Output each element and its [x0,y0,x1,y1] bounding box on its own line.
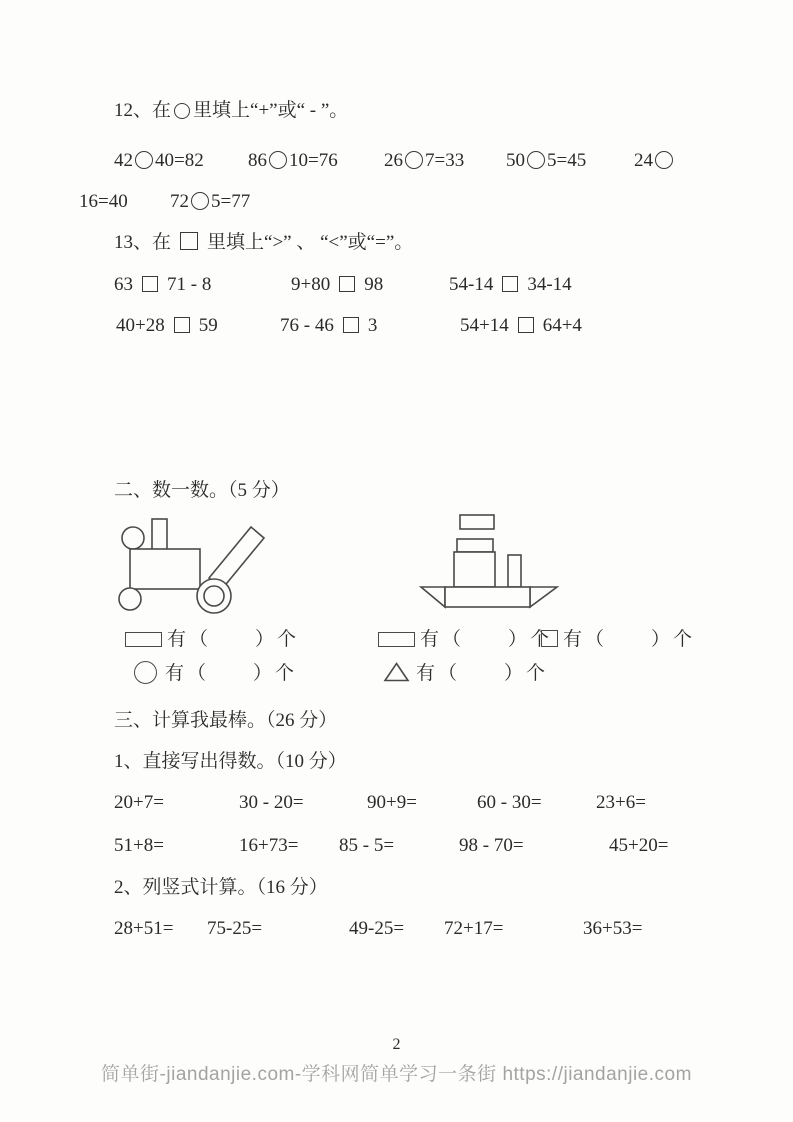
footer-watermark: 简单街-jiandanjie.com-学科网简单学习一条街 https://jiandanjie.com [101,1064,692,1085]
section3-sub2-title: 2、列竖式计算。（16 分） [114,877,328,898]
q13-title-pre: 13、在 [114,232,172,253]
hull-rectangle-shape [445,587,530,607]
right-hull-triangle-shape [530,587,557,607]
square-blank-icon [502,276,518,292]
circle-blank-icon [174,103,190,119]
rectangle-icon [378,632,415,647]
operand: 5=45 [547,150,587,171]
circle-blank-icon [527,151,545,169]
tractor-shapes-figure [100,506,280,618]
operand: 59 [198,315,218,336]
operand: 40=82 [155,150,204,171]
operand: 10=76 [289,150,338,171]
small-wheel-circle-shape [119,588,141,610]
count-rectangle-right [378,628,552,652]
q12-title-pre: 12、在 [114,100,172,121]
q13-comparison [460,314,582,338]
calc-item: 72+17= [444,918,504,939]
operand: 50 [506,150,525,171]
operand: 3 [367,315,378,336]
operand: 72 [170,191,189,212]
operand: 26 [384,150,403,171]
operand: 76 - 46 [280,315,334,336]
count-text: 有（ ）个 [165,663,298,684]
square-blank-icon [174,317,190,333]
boat-shapes-figure [418,507,560,610]
circle-blank-icon [405,151,423,169]
operand: 98 [364,274,384,295]
count-text: 有（ ）个 [416,663,549,684]
circle-shape [122,527,144,549]
calc-item: 90+9= [367,792,417,813]
calc-item: 75-25= [207,918,263,939]
circle-icon [134,661,157,684]
operand: 54+14 [460,315,509,336]
count-text: 有（ ）个 [563,629,696,650]
operand: 42 [114,150,133,171]
circle-blank-icon [191,192,209,210]
section3-title: 三、计算我最棒。（26 分） [114,710,338,731]
left-hull-triangle-shape [421,587,445,607]
circle-blank-icon [655,151,673,169]
section3-sub1-title: 1、直接写出得数。（10 分） [114,751,347,772]
count-rectangle-left [125,628,299,652]
q13-comparison [116,314,218,338]
q13-title-post: 里填上“>” 、 “<”或“=”。 [207,232,414,253]
top-rectangle-shape [460,515,494,529]
q12-title [114,99,348,123]
count-text: 有（ ）个 [420,629,553,650]
q12-equation-wrap [79,190,128,214]
circle-blank-icon [269,151,287,169]
body-rectangle-shape [130,549,200,589]
square-blank-icon [339,276,355,292]
chimney-rectangle-shape [508,555,521,587]
operand: 64+4 [542,315,582,336]
q13-comparison [449,273,572,297]
q12-equation [634,149,675,173]
q13-comparison [280,314,377,338]
q12-equation [248,149,338,173]
q12-title-post: 里填上“+”或“ - ”。 [193,100,349,121]
calc-item: 28+51= [114,918,174,939]
operand: 9+80 [291,274,331,295]
upper-cabin-rectangle-shape [457,539,493,552]
circle-blank-icon [135,151,153,169]
calc-item: 51+8= [114,835,164,856]
count-triangle [383,661,548,686]
q12-equation [170,190,250,214]
count-circle [134,661,297,686]
q12-equation [114,149,204,173]
calc-item: 85 - 5= [339,835,395,856]
calc-item: 60 - 30= [477,792,542,813]
operand: 7=33 [425,150,465,171]
calc-item: 16+73= [239,835,299,856]
q12-equation [506,149,586,173]
calc-item: 30 - 20= [239,792,304,813]
calc-item: 49-25= [349,918,405,939]
calc-item: 23+6= [596,792,646,813]
operand: 54-14 [449,274,494,295]
calc-item: 20+7= [114,792,164,813]
page-number: 2 [392,1036,401,1053]
wheel-inner-circle-shape [204,586,224,606]
operand: 71 - 8 [167,274,212,295]
chimney-rectangle-shape [152,519,167,550]
cabin-rectangle-shape [454,552,495,587]
triangle-icon [383,661,410,683]
square-blank-icon [180,232,198,250]
calc-item: 98 - 70= [459,835,524,856]
operand: 86 [248,150,267,171]
rectangle-icon [125,632,162,647]
section2-title: 二、数一数。（5 分） [114,480,290,501]
square-blank-icon [518,317,534,333]
count-square [541,628,695,652]
calc-item: 45+20= [609,835,669,856]
q13-comparison [114,273,211,297]
operand: 63 [114,274,133,295]
operand: 24 [634,150,653,171]
square-blank-icon [343,317,359,333]
operand: 40+28 [116,315,165,336]
operand: 34-14 [527,274,572,295]
q13-comparison [291,273,383,297]
operand: 16=40 [79,191,128,212]
calc-item: 36+53= [583,918,643,939]
square-icon [541,630,558,647]
q12-equation [384,149,464,173]
square-blank-icon [142,276,158,292]
operand: 5=77 [211,191,251,212]
q13-title [114,231,413,255]
count-text: 有（ ）个 [167,629,300,650]
